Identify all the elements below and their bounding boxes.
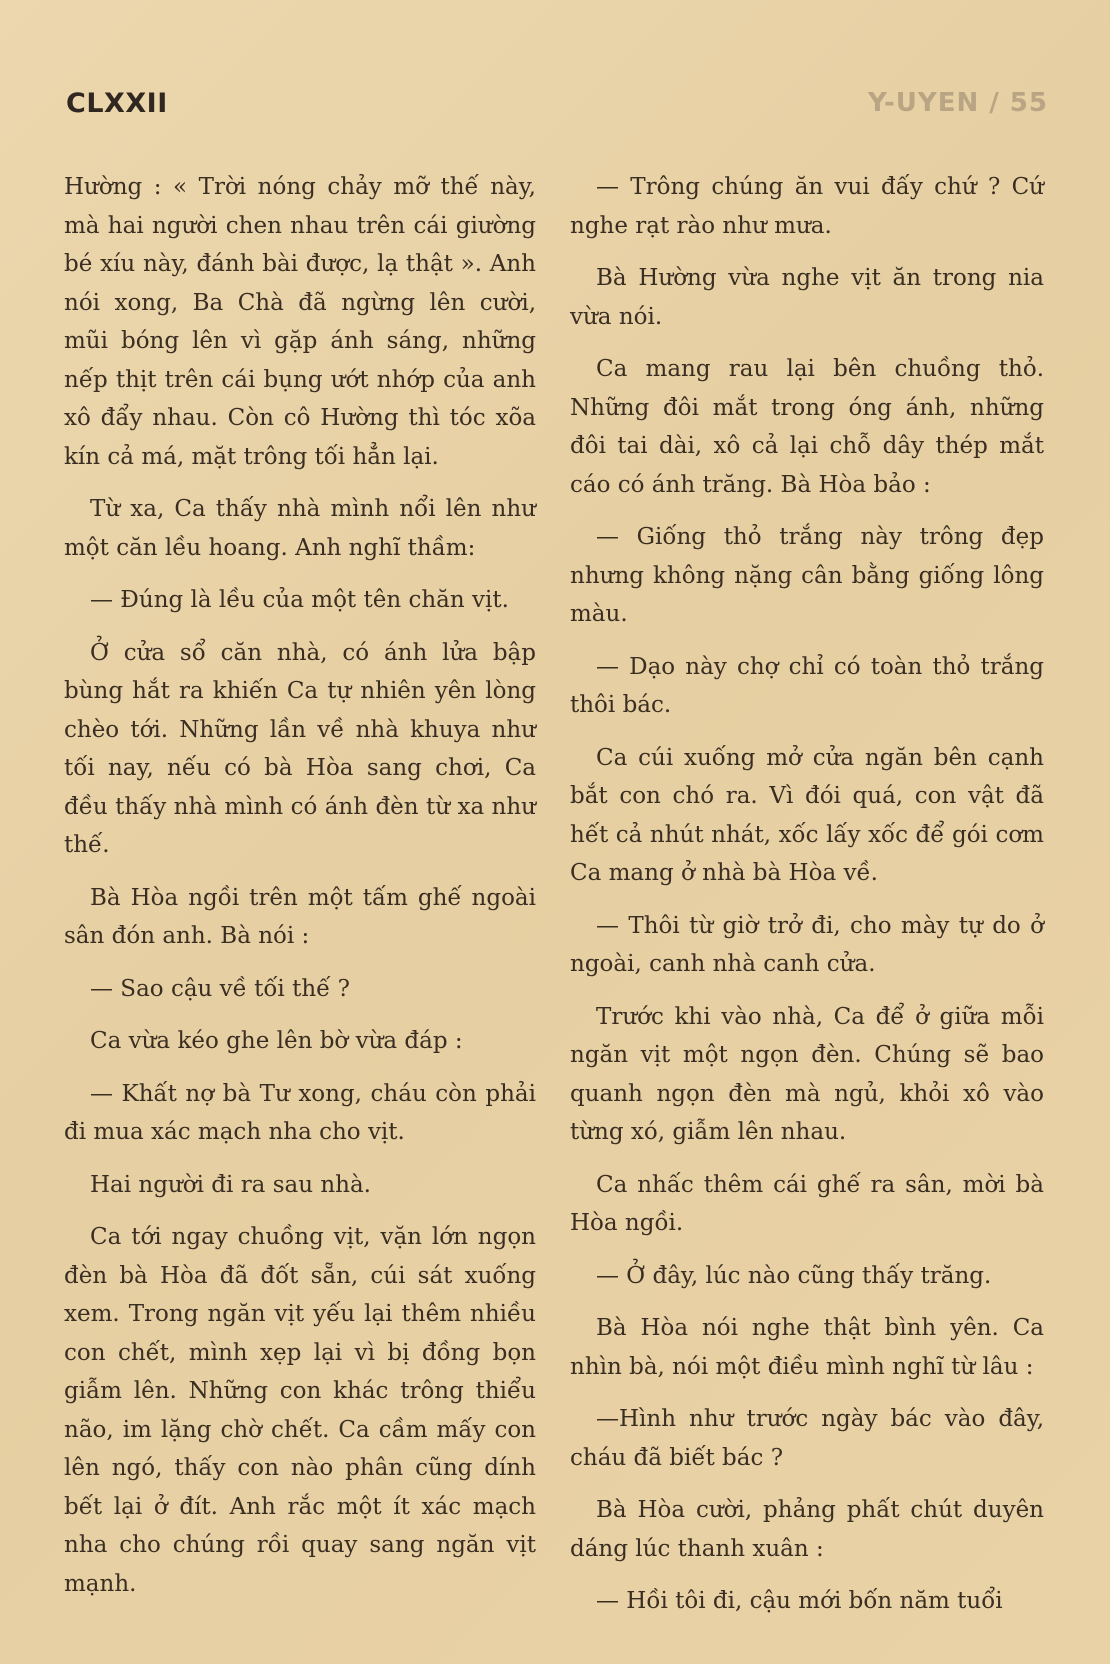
paragraph: Ở cửa sổ căn nhà, có ánh lửa bập bùng hắt ra khiến Ca tự nhiên yên lòng chèo tới. Những lần về nhà khuya như tối nay, nếu có bà Hòa sang chơi, Ca đều thấy nhà mình có ánh đèn từ xa như thế. (64, 639, 536, 858)
paragraph: Ca tới ngay chuồng vịt, vặn lớn ngọn đèn bà Hòa đã đốt sẵn, cúi sát xuống xem. Trong ngăn vịt yếu lại thêm nhiều con chết, mình xẹp lại vì bị đồng bọn giẫm lên. Những con khác trông thiểu não, im lặng chờ chết. Ca cầm mấy con lên ngó, thấy con nào phân cũng dính bết lại ở đít. Anh rắc một ít xác mạch nha cho chúng rồi quay sang ngăn vịt mạnh. (64, 1224, 536, 1597)
dialogue-line: — Trông chúng ăn vui đấy chứ ? Cứ nghe rạt rào như mưa. (570, 174, 1044, 239)
paragraph: Từ xa, Ca thấy nhà mình nổi lên như một căn lều hoang. Anh nghĩ thầm: (64, 496, 536, 561)
right-column (570, 168, 1044, 1635)
paragraph: Ca cúi xuống mở cửa ngăn bên cạnh bắt con chó ra. Vì đói quá, con vật đã hết cả nhút nhát, xốc lấy xốc để gói cơm Ca mang ở nhà bà Hòa về. (570, 744, 1044, 886)
paragraph: Hai người đi ra sau nhà. (90, 1171, 371, 1198)
paragraph: Bà Hòa cười, phảng phất chút duyên dáng lúc thanh xuân : (570, 1497, 1044, 1562)
dialogue-line: — Giống thỏ trắng này trông đẹp nhưng không nặng cân bằng giống lông màu. (570, 524, 1044, 627)
dialogue-line: — Ở đây, lúc nào cũng thấy trăng. (596, 1262, 992, 1289)
section-number: CLXXII (66, 88, 168, 119)
dialogue-line: — Dạo này chợ chỉ có toàn thỏ trắng thôi bác. (570, 653, 1044, 718)
paragraph: Bà Hòa nói nghe thật bình yên. Ca nhìn bà, nói một điều mình nghĩ từ lâu : (570, 1315, 1044, 1380)
dialogue-line: — Đúng là lều của một tên chăn vịt. (90, 587, 509, 613)
running-head: Y-UYEN / 55 (867, 88, 1048, 118)
paragraph: Bà Hòa ngồi trên một tấm ghế ngoài sân đón anh. Bà nói : (64, 884, 536, 949)
dialogue-line: — Thôi từ giờ trở đi, cho mày tự do ở ngoài, canh nhà canh cửa. (570, 912, 1044, 977)
paragraph: Trước khi vào nhà, Ca để ở giữa mỗi ngăn vịt một ngọn đèn. Chúng sẽ bao quanh ngọn đèn mà ngủ, khỏi xô vào từng xó, giẫm lên nhau. (570, 1003, 1044, 1145)
paragraph: Ca nhấc thêm cái ghế ra sân, mời bà Hòa ngồi. (570, 1171, 1044, 1236)
dialogue-line: — Hồi tôi đi, cậu mới bốn năm tuổi (596, 1588, 1003, 1614)
dialogue-line: — Khất nợ bà Tư xong, cháu còn phải đi mua xác mạch nha cho vịt. (64, 1080, 536, 1145)
left-column (64, 168, 536, 1617)
paragraph: Ca vừa kéo ghe lên bờ vừa đáp : (90, 1028, 463, 1054)
paragraph: Ca mang rau lại bên chuồng thỏ. Những đôi mắt trong óng ánh, những đôi tai dài, xô cả lại chỗ dây thép mắt cáo có ánh trăng. Bà Hòa bảo : (570, 356, 1044, 498)
dialogue-line: — Sao cậu về tối thế ? (90, 975, 350, 1002)
paragraph: Hường : « Trời nóng chảy mỡ thế này, mà hai người chen nhau trên cái giường bé xíu này, đánh bài được, lạ thật ». Anh nói xong, Ba Chà đã ngừng lên cười, mũi bóng lên vì gặp ánh sáng, những nếp thịt trên cái bụng ướt nhớp của anh xô đẩy nhau. Còn cô Hường thì tóc xõa kín cả má, mặt trông tối hẳn lại. (64, 174, 536, 470)
paragraph: Bà Hường vừa nghe vịt ăn trong nia vừa nói. (570, 265, 1044, 330)
dialogue-line: —Hình như trước ngày bác vào đây, cháu đã biết bác ? (570, 1406, 1044, 1471)
